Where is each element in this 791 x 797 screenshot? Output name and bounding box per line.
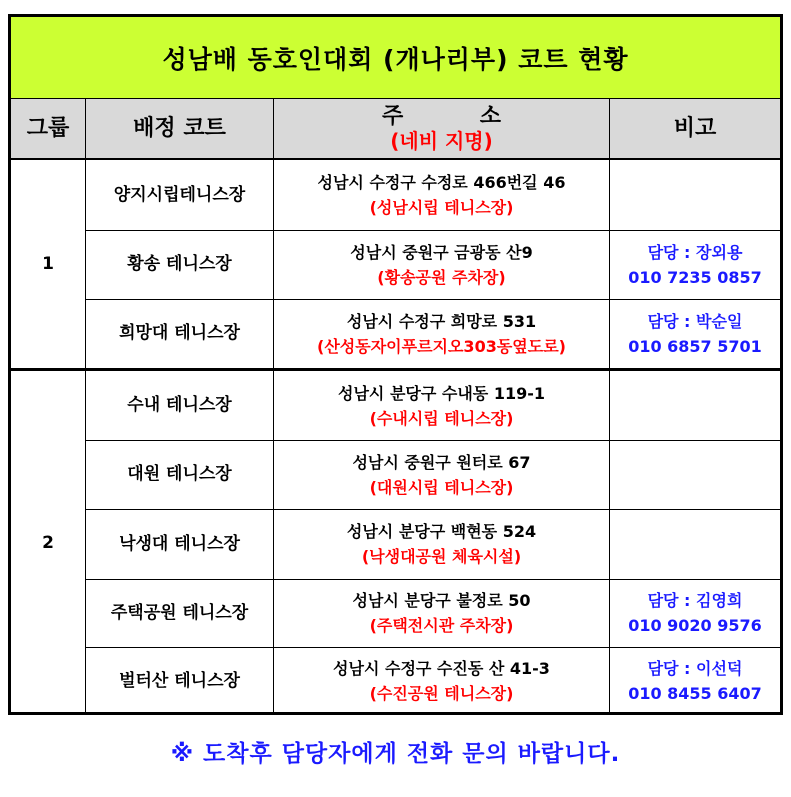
group-label: 1 (42, 253, 54, 274)
row-divider (86, 230, 780, 231)
column-divider (609, 99, 610, 715)
navigation-name: (성남시립 테니스장) (369, 198, 514, 217)
court-name: 벌터산 테니스장 (119, 670, 240, 691)
address-cell (274, 230, 609, 299)
street-address: 성남시 수정구 수정로 466번길 46 (317, 173, 566, 192)
group-divider (11, 368, 780, 371)
header-group-label: 그룹 (26, 116, 70, 141)
note-cell (610, 440, 780, 509)
court-name-cell (86, 647, 273, 715)
court-name-cell (86, 509, 273, 579)
manager-phone: 010 7235 0857 (628, 267, 762, 287)
row-divider (86, 440, 780, 441)
note-cell (610, 647, 780, 715)
court-name-cell (86, 371, 273, 440)
header-note-label: 비고 (673, 116, 717, 141)
title-divider (11, 98, 780, 99)
row-divider (86, 579, 780, 580)
address-cell (274, 299, 609, 368)
navigation-name: (수내시립 테니스장) (369, 408, 514, 428)
street-address: 성남시 분당구 백현동 524 (346, 522, 537, 541)
navigation-name: (대원시립 테니스장) (369, 477, 514, 497)
court-name: 낙생대 테니스장 (119, 533, 240, 554)
court-name: 주택공원 테니스장 (110, 602, 249, 623)
header-divider (11, 158, 780, 160)
note-cell (610, 299, 780, 368)
column-divider (85, 99, 86, 715)
address-cell (274, 160, 609, 230)
address-cell (274, 440, 609, 509)
row-divider (86, 299, 780, 300)
address-cell (274, 647, 609, 715)
street-address: 성남시 분당구 수내동 119-1 (338, 383, 545, 403)
row-divider (86, 509, 780, 510)
street-address: 성남시 중원구 원터로 67 (352, 452, 531, 472)
header-note (610, 99, 780, 158)
group-2-cell (11, 371, 85, 715)
navigation-name: (낙생대공원 체육시설) (361, 547, 522, 566)
navigation-name: (주택전시관 주차장) (369, 616, 514, 635)
court-name: 수내 테니스장 (127, 395, 232, 415)
court-name: 황송 테니스장 (127, 254, 232, 274)
street-address: 성남시 중원구 금광동 산9 (350, 242, 533, 262)
court-name-cell (86, 230, 273, 299)
court-name-cell (86, 440, 273, 509)
address-cell (274, 579, 609, 647)
manager-phone: 010 6857 5701 (628, 336, 762, 356)
header-court-label: 배정 코트 (133, 116, 226, 141)
court-name-cell (86, 579, 273, 647)
note-cell (610, 371, 780, 440)
footer-note: ※ 도착후 담당자에게 전화 문의 바랍니다. (170, 741, 621, 767)
column-divider (273, 99, 274, 715)
street-address: 성남시 분당구 불정로 50 (352, 591, 531, 610)
street-address: 성남시 수정구 희망로 531 (346, 311, 537, 331)
header-court (86, 99, 273, 158)
court-status-table (8, 14, 783, 715)
address-cell (274, 509, 609, 579)
note-cell (610, 230, 780, 299)
note-cell (610, 509, 780, 579)
manager-phone: 010 9020 9576 (628, 616, 762, 635)
manager-name: 담당 : 박순일 (647, 311, 743, 331)
header-address (274, 99, 609, 158)
header-address-label: 주 소 (381, 103, 502, 129)
group-label: 2 (42, 532, 54, 553)
court-name-cell (86, 299, 273, 368)
manager-name: 담당 : 김영희 (647, 591, 743, 610)
note-cell (610, 160, 780, 230)
note-cell (610, 579, 780, 647)
navigation-name: (수진공원 테니스장) (369, 684, 514, 703)
manager-name: 담당 : 장외용 (647, 242, 743, 262)
group-1-cell (11, 160, 85, 368)
row-divider (86, 647, 780, 648)
court-name: 희망대 테니스장 (119, 323, 240, 343)
court-name-cell (86, 160, 273, 230)
street-address: 성남시 수정구 수진동 산 41-3 (333, 659, 550, 678)
navigation-name: (황송공원 주차장) (377, 267, 506, 287)
court-name: 양지시립테니스장 (113, 184, 246, 205)
court-name: 대원 테니스장 (127, 464, 232, 484)
manager-name: 담당 : 이선덕 (647, 659, 743, 678)
header-group (11, 99, 85, 158)
header-address-nav-label: (네비 지명) (390, 128, 493, 153)
address-cell (274, 371, 609, 440)
navigation-name: (산성동자이푸르지오303동옆도로) (317, 336, 566, 356)
manager-phone: 010 8455 6407 (628, 684, 762, 703)
table-title: 성남배 동호인대회 (개나리부) 코트 현황 (11, 17, 780, 98)
